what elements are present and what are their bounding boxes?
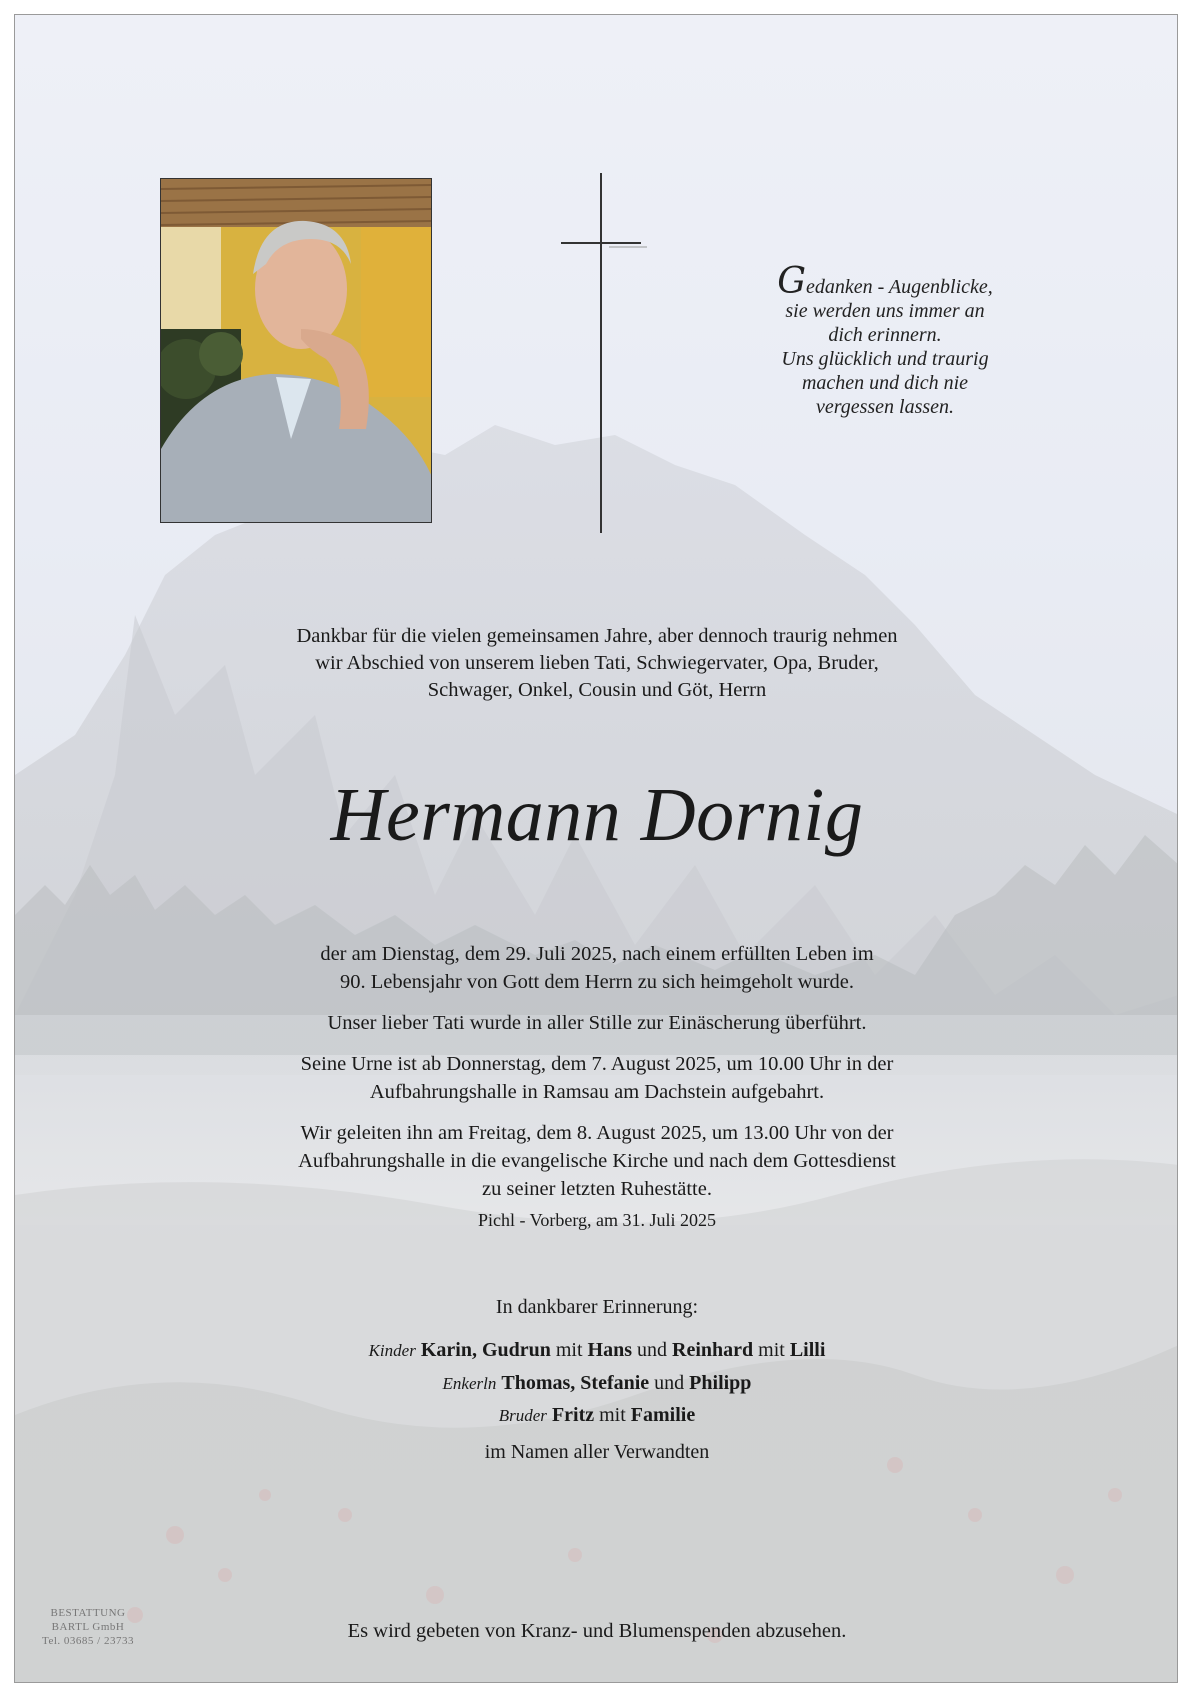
family-names: Karin, Gudrun xyxy=(420,1339,551,1361)
place-date: Pichl - Vorberg, am 31. Juli 2025 xyxy=(478,1210,716,1230)
intro-text xyxy=(15,623,1178,704)
family-connector: und xyxy=(654,1372,685,1394)
family-names: Thomas, Stefanie xyxy=(501,1372,650,1394)
death-notice-paragraph xyxy=(15,940,1178,996)
paragraph-line: Seine Urne ist ab Donnerstag, dem 7. August 2025, um 10.00 Uhr in der xyxy=(300,1053,894,1075)
quote-line: Uns glücklich und traurig xyxy=(781,348,989,370)
funeral-paragraph xyxy=(15,1119,1178,1203)
family-names: Hans xyxy=(587,1339,633,1361)
family-names: Philipp xyxy=(689,1372,752,1394)
deceased-name: Hermann Dornig xyxy=(330,773,864,857)
family-names: Reinhard xyxy=(672,1339,754,1361)
memorial-quote xyxy=(755,261,1015,419)
intro-line: wir Abschied von unserem lieben Tati, Schwiegervater, Opa, Bruder, xyxy=(315,652,879,674)
paragraph-line: Unser lieber Tati wurde in aller Stille zur Einäscherung überführt. xyxy=(327,1012,867,1034)
quote-initial: G xyxy=(777,261,806,302)
paragraph-line: 90. Lebensjahr von Gott dem Herrn zu sich heimgeholt wurde. xyxy=(339,971,855,993)
intro-line: Dankbar für die vielen gemeinsamen Jahre, aber dennoch traurig nehmen xyxy=(296,625,898,647)
cremation-paragraph xyxy=(15,1009,1178,1037)
family-names: Fritz xyxy=(551,1404,595,1426)
portrait-photo xyxy=(160,178,432,523)
paragraph-line: der am Dienstag, dem 29. Juli 2025, nach einem erfüllten Leben im xyxy=(320,943,874,965)
family-connector: mit xyxy=(599,1404,626,1426)
paragraph-line: Wir geleiten ihn am Freitag, dem 8. August 2025, um 13.00 Uhr von der xyxy=(300,1122,894,1144)
paragraph-line: Aufbahrungshalle in Ramsau am Dachstein aufgebahrt. xyxy=(369,1081,825,1103)
stamp-line: BESTATTUNG xyxy=(50,1607,126,1619)
funeral-home-stamp xyxy=(30,1606,146,1648)
family-names: Familie xyxy=(630,1404,696,1426)
quote-line: sie werden uns immer an xyxy=(785,300,985,322)
quote-line: vergessen lassen. xyxy=(815,396,955,418)
cross-icon xyxy=(561,173,651,543)
obituary-sheet xyxy=(14,14,1178,1683)
family-role: Bruder xyxy=(498,1406,547,1425)
paragraph-line: zu seiner letzten Ruhestätte. xyxy=(482,1178,712,1200)
family-children xyxy=(15,1335,1178,1366)
quote-line: dich erinnern. xyxy=(828,324,942,346)
stamp-line: BARTL GmbH xyxy=(51,1621,125,1633)
family-connector: mit xyxy=(758,1339,785,1361)
family-role: Kinder xyxy=(368,1341,416,1360)
remembrance-heading: In dankbarer Erinnerung: xyxy=(495,1296,699,1318)
quote-line: edanken - Augenblicke, xyxy=(805,276,993,298)
family-connector: mit xyxy=(555,1339,583,1361)
family-connector: und xyxy=(637,1339,668,1361)
family-grandchildren xyxy=(15,1368,1178,1399)
intro-line: Schwager, Onkel, Cousin und Göt, Herrn xyxy=(427,679,767,701)
paragraph-line: Aufbahrungshalle in die evangelische Kirche und nach dem Gottesdienst xyxy=(298,1150,896,1172)
family-names: Lilli xyxy=(789,1339,826,1361)
quote-line: machen und dich nie xyxy=(801,372,969,394)
relatives-line: im Namen aller Verwandten xyxy=(484,1441,710,1463)
family-role: Enkerln xyxy=(442,1374,497,1393)
donation-request: Es wird gebeten von Kranz- und Blumenspenden abzusehen. xyxy=(347,1620,847,1642)
stamp-line: Tel. 03685 / 23733 xyxy=(42,1635,134,1647)
urn-viewing-paragraph xyxy=(15,1050,1178,1106)
family-brother xyxy=(15,1400,1178,1431)
